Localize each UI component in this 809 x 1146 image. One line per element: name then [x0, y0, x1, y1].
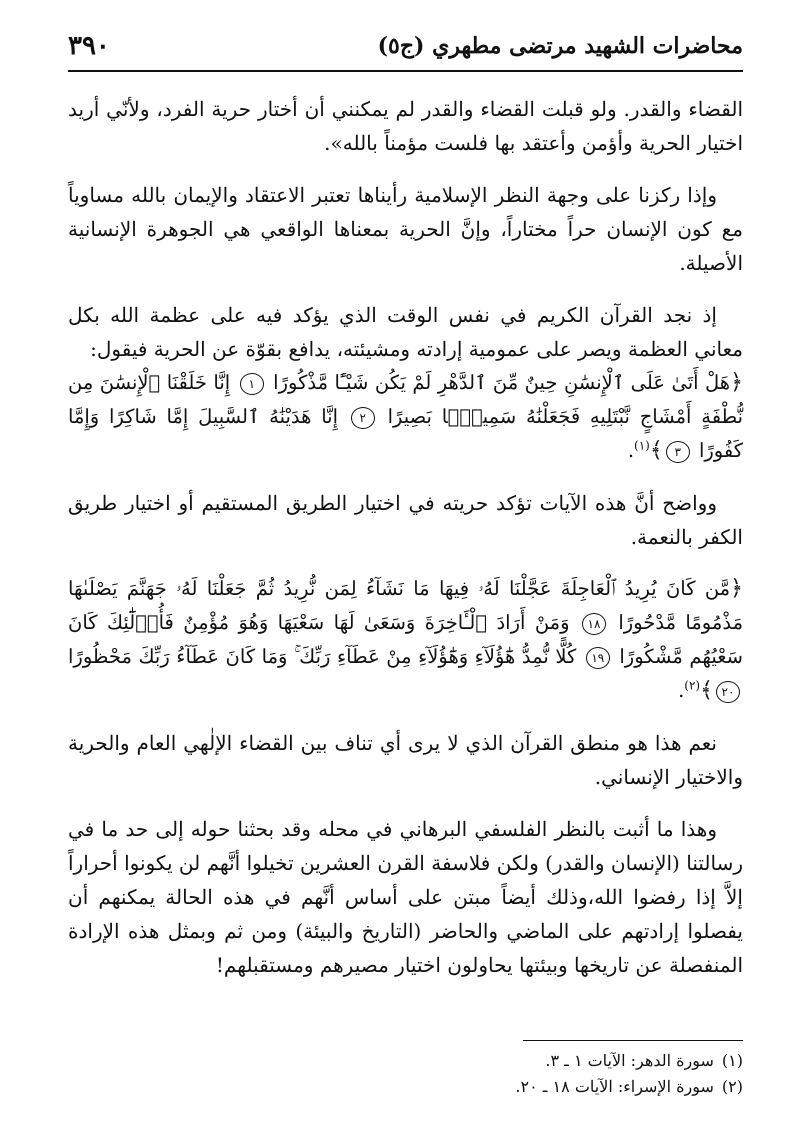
ayah-number-marker: ٣ [666, 441, 690, 463]
ayah-number-marker: ١٨ [582, 613, 606, 635]
verse-close-bracket: ﴾ [649, 438, 663, 463]
verse-open-bracket: ﴿ [730, 576, 743, 601]
footnote-text: سورة الإسراء: الآيات ١٨ ـ ٢٠. [515, 1077, 714, 1096]
footnote-number: (١) [721, 1051, 743, 1070]
ayah-number-marker: ٢٠ [716, 681, 740, 703]
verse-text: هَلْ أَتَىٰ عَلَى ٱلْإِنسَٰنِ حِينٌ مِّنَ ٱلدَّهْرِ لَمْ يَكُن شَيْـًٔا مَّذْكُورًا [273, 371, 731, 394]
verse-text: إِنَّا خَلَقْنَا ٱلْإِنسَٰنَ مِن نُّطْفَةٍ أَمْشَاجٍ نَّبْتَلِيهِ فَجَعَلْنَٰهُ سَمِيعًۢا بَصِيرًا [68, 371, 743, 428]
footnote-number: (٢) [721, 1077, 743, 1096]
footnote-2 [68, 1074, 743, 1100]
paragraph-6: وهذا ما أثبت بالنظر الفلسفي البرهاني في محله وقد بحثنا حوله إلى حد ما في رسالتنا (الإنسان والقدر) ولكن فلاسفة القرن العشرين تخيلوا أنَّهم لن يكونوا أحراراً إلاَّ إذا رفضوا الله،وذلك أيضاً مبتن على أساس أنَّهم في هذه الحالة يمكنهم أن يفصلوا إرادتهم على الماضي والحاضر (التاريخ والبيئة) ومن ثم وبمثل هذه الإرادة المنفصلة عن تاريخها وبيئتها يحاولون اختيار مصيرهم ومستقبلهم! [68, 817, 743, 977]
verse-open-bracket: ﴿ [730, 370, 743, 395]
footnote-text: سورة الدهر: الآيات ١ ـ ٣. [545, 1051, 714, 1070]
verse-text: كُلًّا نُّمِدُّ هَٰٓؤُلَآءِ وَهَٰٓؤُلَآءِ مِنْ عَطَآءِ رَبِّكَ ۚ وَمَا كَانَ عَطَآءُ رَبِّكَ مَحْظُورًا [68, 645, 577, 668]
quran-verse-1: ﴿هَلْ أَتَىٰ عَلَى ٱلْإِنسَٰنِ حِينٌ مِّنَ ٱلدَّهْرِ لَمْ يَكُن شَيْـًٔا مَّذْكُورًا ١ إِنَّا خَلَقْنَا ٱلْإِنسَٰنَ مِن نُّطْفَةٍ أَمْشَاجٍ نَّبْتَلِيهِ فَجَعَلْنَٰهُ سَمِيعًۢا بَصِيرًا ٢ إِنَّا هَدَيْنَٰهُ ٱلسَّبِيلَ إِمَّا شَاكِرًا وَإِمَّا كَفُورًا ٣﴾$^{(١)}$. [68, 370, 743, 463]
paragraph-5: نعم هذا هو منطق القرآن الذي لا يرى أي تناف بين القضاء الإلٰهي العام والحرية والاختيار الإنساني. [68, 731, 743, 789]
footnotes [68, 1048, 743, 1100]
verse-text: وَمَنْ أَرَادَ ٱلْـَٔاخِرَةَ وَسَعَىٰ لَهَا سَعْيَهَا وَهُوَ مُؤْمِنٌ فَأُو۟لَٰٓئِكَ كَانَ سَعْيُهُم مَّشْكُورًا [68, 611, 744, 668]
footnote-separator [523, 1040, 743, 1041]
paragraph-2: وإذا ركزنا على وجهة النظر الإسلامية رأيناها تعتبر الاعتقاد والإيمان بالله مساوياً مع كون الإنسان حراً مختاراً، وإنَّ الحرية بمعناها الواقعي هي الجوهرة الإنسانية الأصيلة. [68, 183, 743, 275]
verse-text: إِنَّا هَدَيْنَٰهُ ٱلسَّبِيلَ إِمَّا شَاكِرًا وَإِمَّا كَفُورًا [68, 405, 743, 462]
footnote-reference[interactable]: (٢) [684, 678, 701, 693]
verse-text: مَّن كَانَ يُرِيدُ ٱلْعَاجِلَةَ عَجَّلْنَا لَهُۥ فِيهَا مَا نَشَآءُ لِمَن نُّرِيدُ ثُمَّ جَعَلْنَا لَهُۥ جَهَنَّمَ يَصْلَىٰهَا مَذْمُومًا مَّدْحُورًا [68, 577, 744, 634]
page-body [68, 92, 743, 1000]
ayah-number-marker: ١٩ [586, 647, 610, 669]
running-title: محاضرات الشهيد مرتضى مطهري (ج٥) [377, 33, 743, 59]
footnote-1 [68, 1048, 743, 1074]
header-rule [68, 70, 743, 72]
paragraph-4: وواضح أنَّ هذه الآيات تؤكد حريته في اختيار الطريق المستقيم أو اختيار طريق الكفر بالنعمة. [68, 491, 743, 549]
quran-verse-2: ﴿مَّن كَانَ يُرِيدُ ٱلْعَاجِلَةَ عَجَّلْنَا لَهُۥ فِيهَا مَا نَشَآءُ لِمَن نُّرِيدُ ثُمَّ جَعَلْنَا لَهُۥ جَهَنَّمَ يَصْلَىٰهَا مَذْمُومًا مَّدْحُورًا ١٨ وَمَنْ أَرَادَ ٱلْـَٔاخِرَةَ وَسَعَىٰ لَهَا سَعْيَهَا وَهُوَ مُؤْمِنٌ فَأُو۟لَٰٓئِكَ كَانَ سَعْيُهُم مَّشْكُورًا ١٩ كُلًّا نُّمِدُّ هَٰٓؤُلَآءِ وَهَٰٓؤُلَآءِ مِنْ عَطَآءِ رَبِّكَ ۚ وَمَا كَانَ عَطَآءُ رَبِّكَ مَحْظُورًا ٢٠﴾$^{(٢)}$. [68, 576, 744, 703]
paragraph-3: إذ نجد القرآن الكريم في نفس الوقت الذي يؤكد فيه على عظمة الله بكل معاني العظمة ويصر على عمومية إرادته ومشيئته، يدافع بقوّة عن الحرية فيقول: [68, 303, 743, 361]
page-header [68, 24, 743, 68]
page-number: ٣٩٠ [68, 31, 110, 61]
verse-close-bracket: ﴾ [700, 678, 713, 703]
ayah-number-marker: ١ [240, 373, 264, 395]
ayah-number-marker: ٢ [351, 407, 375, 429]
footnote-reference[interactable]: (١) [634, 438, 650, 453]
paragraph-1: القضاء والقدر. ولو قبلت القضاء والقدر لم يمكنني أن أختار حرية الفرد، ولأنّي أريد اختيار الحرية وأؤمن وأعتقد بها فلست مؤمناً بالله». [68, 97, 743, 155]
